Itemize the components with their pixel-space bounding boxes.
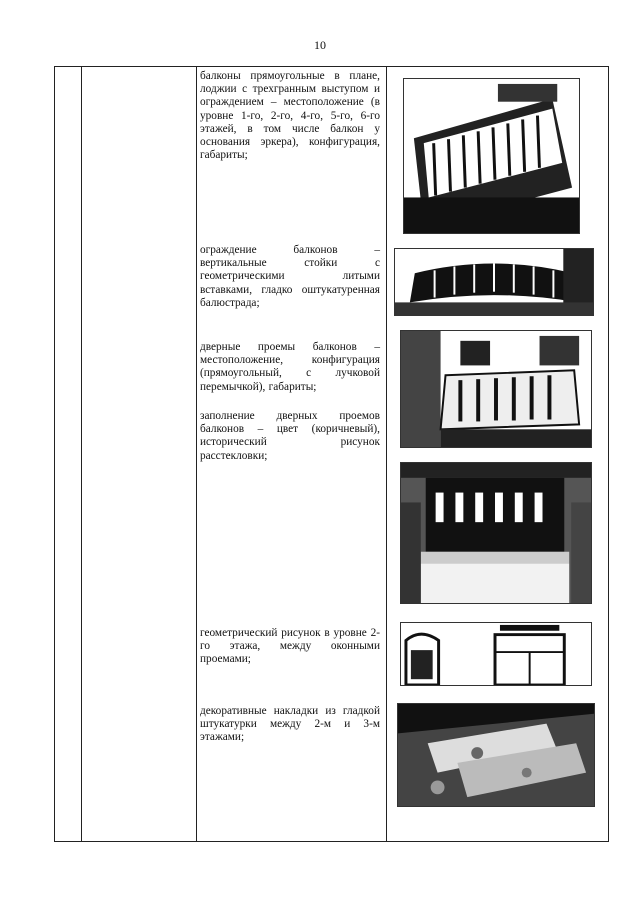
photo-decorative-overlays (397, 703, 595, 807)
column-divider (81, 67, 82, 841)
column-divider (386, 67, 387, 841)
entry-text-balcony-doorways: дверные проемы балконов – местоположение, конфигурация (прямоугольный, с лучковой перемычкой), габариты; (200, 341, 380, 393)
photo-balcony-balustrade (394, 248, 594, 316)
photo-balcony-doorway (400, 330, 592, 448)
photo-geometric-pattern (400, 622, 592, 686)
entry-text-balcony-railing: ограждение балконов – вертикальные стойки с геометрическими литыми вставками, гладко оштукатуренная балюстрада; (200, 244, 380, 309)
photo-balcony-railing (403, 78, 580, 234)
page-number: 10 (314, 38, 326, 52)
entry-text-balconies: балконы прямоугольные в плане, лоджии с трехгранным выступом и ограждением – местоположение (в уровне 1-го, 2-го, 4-го, 5-го, 6-го этажей, в том числе балкон у основания эркера), конфигурация, габариты; (200, 70, 380, 162)
photo-balcony-door-filling (400, 462, 592, 604)
entry-text-decorative-overlays: декоративные накладки из гладкой штукатурки между 2-м и 3-м этажами; (200, 705, 380, 744)
column-divider (196, 67, 197, 841)
entry-text-door-filling: заполнение дверных проемов балконов – цвет (коричневый), исторический рисунок расстекловки; (200, 410, 380, 462)
entry-text-geometric-pattern: геометрический рисунок в уровне 2-го этажа, между оконными проемами; (200, 627, 380, 666)
